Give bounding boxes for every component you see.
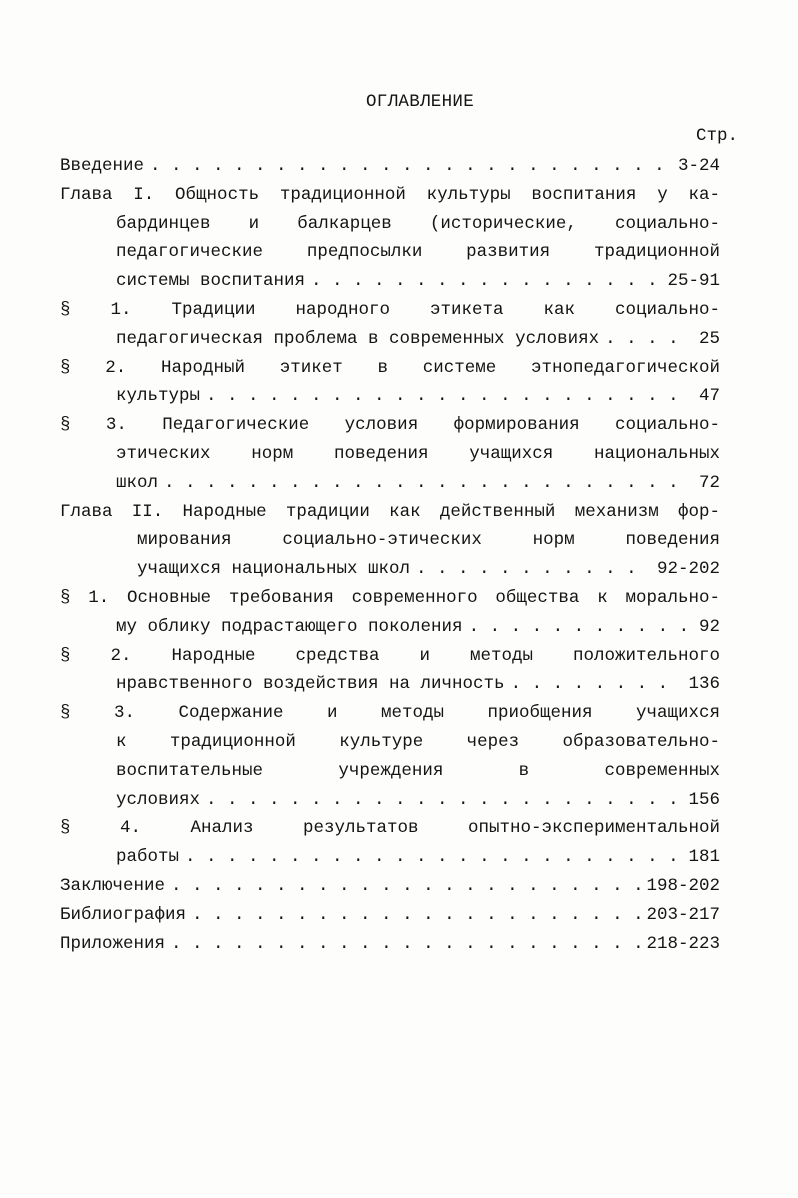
dot-leader <box>206 382 693 411</box>
toc-entry-ch1s1 <box>60 296 720 354</box>
toc-line-with-page <box>60 930 720 959</box>
toc-entry-text: воспитательные учреждения в современных <box>116 760 720 781</box>
toc-entry-ch2s2 <box>60 642 720 700</box>
dot-leader <box>185 843 682 872</box>
toc-line-with-page <box>60 152 720 181</box>
toc-entry-text: школ <box>116 472 159 493</box>
dot-leader <box>511 670 683 699</box>
toc-page-number: 92-202 <box>656 559 720 580</box>
toc-line-with-page <box>60 872 720 901</box>
toc-line-with-page <box>60 613 720 642</box>
toc-entry-intro <box>60 152 720 181</box>
toc-page-number: 181 <box>688 847 720 868</box>
toc-page-number: 47 <box>698 386 720 407</box>
toc-entry-text: § 1. Основные требования современного общества к морально- <box>60 587 720 608</box>
toc-entry-ch2 <box>60 498 720 584</box>
toc-entry-text: бардинцев и балкарцев (исторические, социально- <box>116 213 720 234</box>
toc-entry-text: мирования социально-этических норм поведения <box>137 530 720 551</box>
page-title: ОГЛАВЛЕНИЕ <box>365 92 475 112</box>
dot-leader <box>164 469 693 498</box>
toc-entry-text: Глава I. Общность традиционной культуры воспитания у ка- <box>60 184 720 205</box>
toc-entry-ch2s4 <box>60 814 720 872</box>
toc-entry-text: Введение <box>60 156 145 176</box>
toc-page-number: 218-223 <box>646 933 720 954</box>
toc-entry-text: Заключение <box>60 875 166 896</box>
toc-line-with-page <box>60 267 720 296</box>
toc-entry-text: к традиционной культуре через образовательно- <box>116 731 720 752</box>
toc-entry-text: нравственного воздействия на личность <box>116 674 505 695</box>
dot-leader <box>416 555 651 584</box>
toc-entry-ch2s3 <box>60 699 720 814</box>
toc-entry-text: § 2. Народные средства и методы положительного <box>60 645 720 666</box>
toc-entry-text: педагогическая проблема в современных условиях <box>116 328 600 349</box>
toc-entry-ch1 <box>60 181 720 296</box>
toc-page-number: 92 <box>698 616 720 637</box>
toc-page-number: 136 <box>688 674 720 695</box>
toc-entry-text: § 1. Традиции народного этикета как социально- <box>60 299 720 320</box>
toc-page-number: 25 <box>698 328 720 349</box>
toc-entry-text: му облику подрастающего поколения <box>116 616 463 637</box>
dot-leader <box>171 930 640 959</box>
toc-line-with-page <box>60 670 720 699</box>
toc-line-with-page <box>60 469 720 498</box>
toc-page-number: 25-91 <box>667 271 720 292</box>
toc-entry-text: этических норм поведения учащихся национальных <box>116 443 720 464</box>
toc-entry-text: § 2. Народный этикет в системе этнопедагогической <box>60 357 720 378</box>
toc-line-with-page <box>60 555 720 584</box>
toc-page-number: 203-217 <box>646 904 720 925</box>
toc-entry-text: Глава II. Народные традиции как действенный механизм фор- <box>60 501 720 522</box>
toc-entry-text: § 4. Анализ результатов опытно-экспериментальной <box>60 818 720 839</box>
dot-leader <box>206 786 682 815</box>
toc-entry-text: педагогические предпосылки развития традиционной <box>116 242 720 263</box>
toc-line-with-page <box>60 843 720 872</box>
dot-leader <box>469 613 693 642</box>
toc-page-number: 156 <box>688 789 720 810</box>
toc-entry-appx <box>60 930 720 959</box>
toc-line-with-page <box>60 901 720 930</box>
toc-entry-text: учащихся национальных школ <box>137 559 411 580</box>
toc-entry-text: работы <box>116 847 180 868</box>
toc-line-with-page <box>60 786 720 815</box>
toc-line-with-page <box>60 325 720 354</box>
table-of-contents <box>60 152 720 958</box>
toc-entry-text: Библиография <box>60 904 187 925</box>
toc-entry-text: Приложения <box>60 933 166 954</box>
dot-leader <box>171 872 640 901</box>
toc-line-with-page <box>60 382 720 411</box>
toc-entry-ch1s2 <box>60 354 720 412</box>
dot-leader <box>192 901 640 930</box>
dot-leader <box>311 267 661 296</box>
toc-page-number: 3-24 <box>677 156 720 176</box>
toc-entry-text: культуры <box>116 386 201 407</box>
page-column-label: Стр. <box>695 126 738 146</box>
toc-page-number: 72 <box>698 472 720 493</box>
dot-leader <box>150 152 672 181</box>
dot-leader <box>605 325 693 354</box>
toc-entry-ch2s1 <box>60 584 720 642</box>
toc-entry-text: системы воспитания <box>116 271 306 292</box>
toc-entry-ch1s3 <box>60 411 720 497</box>
toc-entry-biblio <box>60 901 720 930</box>
toc-page-number: 198-202 <box>646 875 720 896</box>
toc-entry-concl <box>60 872 720 901</box>
toc-entry-text: § 3. Содержание и методы приобщения учащихся <box>60 703 720 724</box>
toc-entry-text: условиях <box>116 789 201 810</box>
toc-entry-text: § 3. Педагогические условия формирования социально- <box>60 415 720 436</box>
